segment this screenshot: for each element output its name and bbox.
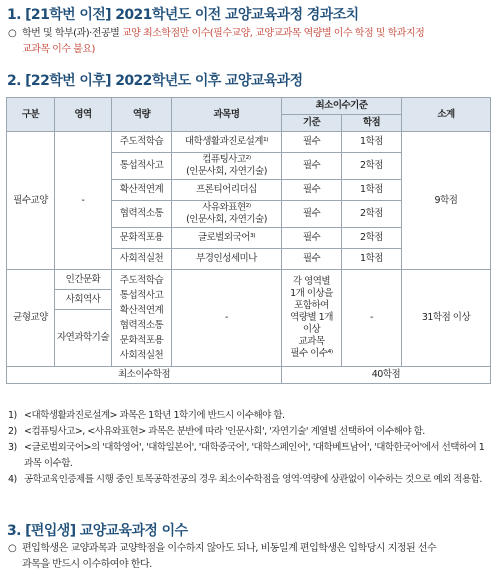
competency-cell: 협력적소통: [112, 201, 172, 228]
credits-cell: 1학점: [342, 249, 402, 270]
criteria-line: 포함하여: [294, 300, 329, 311]
competency-item: 사회적실천: [119, 350, 164, 361]
bullet-circle: ○: [8, 543, 17, 554]
credits-cell: 2학점: [342, 153, 402, 180]
header-subtotal: 소계: [402, 98, 491, 132]
bullet-circle: ○: [8, 28, 17, 39]
header-min-req: 최소이수기준: [282, 98, 402, 115]
header-category: 구분: [7, 98, 55, 132]
course-cell: 대학생활과진로설계¹⁾: [172, 132, 282, 153]
course-name: 컴퓨팅사고²⁾: [202, 154, 251, 165]
balanced-areas: [55, 270, 112, 367]
section3-title: 3. [편입생] 교양교육과정 이수: [7, 523, 188, 539]
course-track: (인문사회, 자연기술): [186, 214, 267, 225]
area-item: 인간문화: [55, 270, 111, 290]
section2-title: 2. [22학번 이후] 2022학년도 이후 교양교육과정: [7, 73, 303, 89]
required-subtotal: 9학점: [402, 132, 491, 270]
header-credits: 학점: [342, 115, 402, 132]
section1-text-prefix: 학번 및 학부(과)·전공별: [22, 28, 120, 39]
footer-value: 40학점: [282, 367, 491, 384]
balanced-competencies: [112, 270, 172, 367]
balanced-subtotal: 31학점 이상: [402, 270, 491, 367]
credits-cell: 1학점: [342, 180, 402, 201]
competency-cell: 문화적포용: [112, 228, 172, 249]
balanced-course: -: [172, 270, 282, 367]
footnote-item: [8, 424, 492, 440]
section1-bullet-text: [8, 26, 490, 58]
footnote-number: 4): [8, 474, 17, 485]
section1-highlight-2: 교과목 이수 불요): [22, 44, 95, 55]
area-item: 자연과학기술: [56, 332, 110, 343]
course-track: (인문사회, 자연기술): [186, 166, 267, 177]
course-cell: [172, 201, 282, 228]
required-category: 필수교양: [7, 132, 55, 270]
header-competency: 역량: [112, 98, 172, 132]
credits-cell: 1학점: [342, 132, 402, 153]
criteria-cell: 필수: [282, 180, 342, 201]
header-course: 과목명: [172, 98, 282, 132]
section1-title: 1. [21학번 이전] 2021학년도 이전 교양교육과정 경과조치: [7, 7, 359, 23]
footnote-number: 3): [8, 442, 17, 453]
footnote-text: 공학교육인증제를 시행 중인 토목공학전공의 경우 최소이수학점을 영역·역량에 상관없이 이수하는 것으로 예외 적용함.: [24, 474, 482, 485]
competency-item: 통섭적사고: [119, 290, 164, 301]
criteria-line: 필수 이수⁴⁾: [290, 348, 333, 359]
criteria-line: 이상: [302, 324, 321, 335]
balanced-category: 균형교양: [7, 270, 55, 367]
section3-text-2: 과목을 반드시 이수하여야 한다.: [22, 559, 152, 570]
header-criteria: 기준: [282, 115, 342, 132]
footer-label: 최소이수학점: [7, 367, 282, 384]
table-row: [7, 270, 491, 367]
competency-cell: 주도적학습: [112, 132, 172, 153]
competency-cell: 사회적실천: [112, 249, 172, 270]
section1-highlight-1: 교양 최소학점만 이수(필수교양, 교양교과목 역량별 이수 학점 및 학과지정: [121, 28, 425, 39]
curriculum-table: [6, 97, 491, 384]
course-cell: 글로벌외국어³⁾: [172, 228, 282, 249]
table-row: [7, 132, 491, 153]
footnote-text: <컴퓨팅사고>, <사유와표현> 과목은 분반에 따라 '인문사회', '자연기술' 계열별 선택하여 이수해야 함.: [24, 426, 425, 437]
criteria-cell: 필수: [282, 153, 342, 180]
credits-cell: 2학점: [342, 201, 402, 228]
footnote-number: 1): [8, 410, 17, 421]
footnote-item: [8, 408, 492, 424]
area-item: 사회역사: [55, 290, 111, 310]
footnote-text: <글로벌외국어>의 '대학영어', '대학일본어', '대학중국어', '대학스페인어', '대학베트남어', '대학한국어'에서 선택하여 1과목 이수함.: [24, 442, 485, 469]
criteria-line: 교과목: [298, 336, 325, 347]
course-cell: [172, 153, 282, 180]
criteria-cell: 필수: [282, 201, 342, 228]
criteria-cell: 필수: [282, 228, 342, 249]
footnotes: [8, 408, 492, 488]
balanced-credits: -: [342, 270, 402, 367]
course-cell: 프론티어리더십: [172, 180, 282, 201]
footnote-number: 2): [8, 426, 17, 437]
required-area: -: [55, 132, 112, 270]
competency-item: 주도적학습: [119, 275, 164, 286]
section3-bullet-text: [8, 541, 490, 573]
criteria-cell: 필수: [282, 249, 342, 270]
section3-text-1: 편입학생은 교양과목과 교양학점을 이수하지 않아도 되나, 비동일계 편입학생은 입학당시 지정된 선수: [22, 543, 437, 554]
balanced-criteria: [282, 270, 342, 367]
criteria-line: 각 영역별: [292, 276, 331, 287]
header-area: 영역: [55, 98, 112, 132]
competency-item: 협력적소통: [119, 320, 164, 331]
course-name: 사유와표현²⁾: [202, 202, 251, 213]
criteria-line: 1개 이상을: [290, 288, 333, 299]
table-row: [7, 367, 491, 384]
footnote-item: [8, 440, 492, 472]
competency-item: 문화적포용: [119, 335, 164, 346]
competency-cell: 확산적연계: [112, 180, 172, 201]
criteria-line: 역량별 1개: [290, 312, 333, 323]
competency-item: 확산적연계: [119, 305, 164, 316]
criteria-cell: 필수: [282, 132, 342, 153]
footnote-item: [8, 472, 492, 488]
course-cell: 부경인성세미나: [172, 249, 282, 270]
credits-cell: 2학점: [342, 228, 402, 249]
footnote-text: <대학생활과진로설계> 과목은 1학년 1학기에 반드시 이수해야 함.: [24, 410, 285, 421]
competency-cell: 통섭적사고: [112, 153, 172, 180]
